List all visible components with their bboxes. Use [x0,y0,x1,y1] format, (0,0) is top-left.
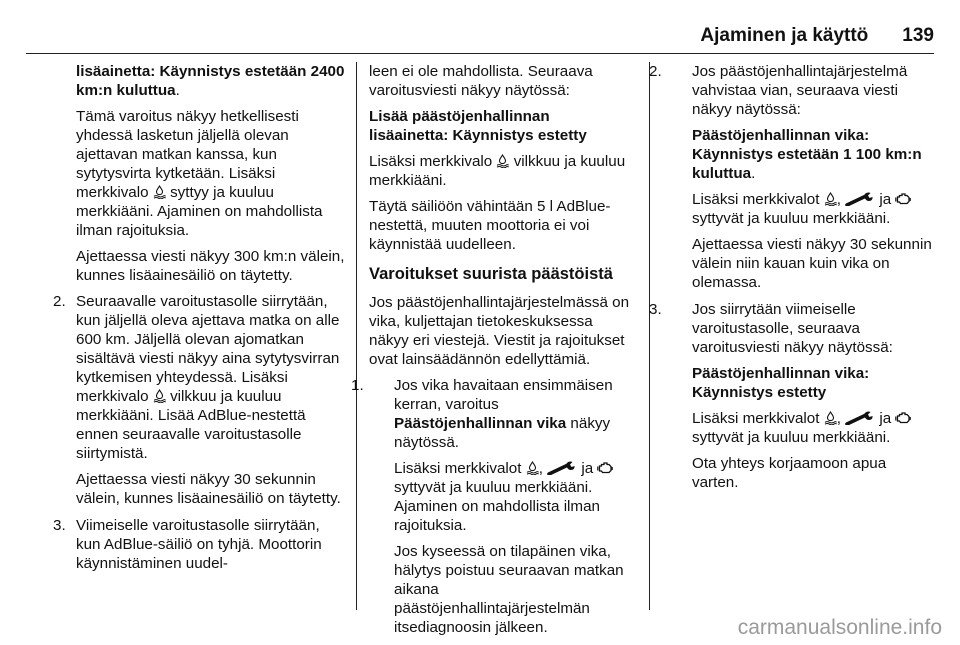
paragraph: leen ei ole mahdollista. Seuraava varoitusviesti näkyy näytössä: [369,63,593,99]
column-divider-1 [356,62,357,610]
paragraph: Jos vika havaitaan ensimmäisen kerran, varoitus Päästöjenhallinnan vika näkyy näytössä. [394,377,613,451]
intro-paragraph: lisäainetta: Käynnistys estetään 2400 km:n kuluttua. [76,63,345,99]
column-3 [649,62,932,500]
column-2 [351,62,633,645]
wrench-service-icon [845,411,875,425]
paragraph: Ajettaessa viesti näkyy 30 sekunnin välein, kunnes lisäainesäiliö on täytetty. [76,471,341,507]
adblue-warning-icon [824,192,837,206]
adblue-warning-icon [526,461,539,475]
item-number: 3. [53,517,66,534]
list-item [649,62,932,292]
page-header [700,25,934,47]
adblue-warning-icon [824,411,837,425]
list-item [53,516,345,573]
message-text: Lisää päästöjenhallinnan lisäainetta: Käynnistys estetty [369,108,587,144]
paragraph: Tämä varoitus näkyy hetkellisesti yhdessä lasketun jäljellä olevan ajettavan matkan kanssa, kun sytytysvirta kytketään. Lisäksi merkkivalo syttyy ja kuuluu merkkiääni. Ajaminen on mahdollista ilman rajoituksia. [76,108,323,239]
paragraph: Seuraavalle varoitustasolle siirrytään, kun jäljellä oleva ajettava matka on alle 600 km. Jäljellä olevan ajomatkan sisältävä viesti näkyy aina sytytysvirran kytkemisen yhteydessä. Lisäksi merkkivalo vilkkuu ja kuuluu merkkiääni. Lisää AdBlue-nestettä ennen seuraavalle varoitustasolle siirtymistä. [76,293,340,462]
message-text: lisäainetta: Käynnistys estetään 2400 km:n kuluttua [76,63,345,99]
item-number: 2. [649,63,662,80]
paragraph: Jos kyseessä on tilapäinen vika, hälytys poistuu seuraavan matkan aikana päästöjenhallintajärjestelmän itsediagnoosin jälkeen. [394,543,624,636]
paragraph: Jos siirrytään viimeiselle varoitustasolle, seuraava varoitusviesti näkyy näytössä: [692,301,893,356]
list-item [649,300,932,492]
watermark: carmanualsonline.info [737,616,942,639]
item-number: 1. [351,377,364,394]
list-item [351,376,633,637]
page-number: 139 [902,25,934,46]
section-heading: Varoitukset suurista päästöistä [369,265,613,283]
paragraph: Jos päästöjenhallintajärjestelmä vahvistaa vian, seuraava viesti näkyy näytössä: [692,63,908,118]
wrench-service-icon [845,192,875,206]
paragraph: Lisäksi merkkivalo vilkkuu ja kuuluu merkkiääni. [369,153,626,189]
column-divider-2 [649,62,650,610]
paragraph: Ajettaessa viesti näkyy 30 sekunnin välein niin kauan kuin vika on olemassa. [692,236,932,291]
message-text: Päästöjenhallinnan vika [394,415,567,432]
paragraph: Ota yhteys korjaamoon apua varten. [692,455,887,491]
engine-check-icon [895,411,911,425]
item-number: 2. [53,293,66,310]
paragraph: Lisäksi merkkivalot , ja syttyvät ja kuuluu merkkiääni. [692,190,932,228]
item-number: 3. [649,301,662,318]
message-text: Päästöjenhallinnan vika: Käynnistys estetään 1 100 km:n kuluttua [692,127,922,182]
engine-check-icon [895,192,911,206]
column-1 [53,62,345,581]
wrench-service-icon [547,461,577,475]
engine-check-icon [597,461,613,475]
adblue-warning-icon [153,389,166,403]
paragraph: Lisäksi merkkivalot , ja syttyvät ja kuuluu merkkiääni. [692,409,932,447]
paragraph: Päästöjenhallinnan vika: Käynnistys estetään 1 100 km:n kuluttua. [692,127,922,182]
list-item [53,292,345,508]
paragraph: Täytä säiliöön vähintään 5 l AdBlue-nestettä, muuten moottoria ei voi käynnistää uudelleen. [369,198,611,253]
chapter-title: Ajaminen ja käyttö [700,25,869,46]
paragraph: Ajettaessa viesti näkyy 300 km:n välein, kunnes lisäainesäiliö on täytetty. [76,248,345,284]
paragraph: Lisäksi merkkivalot , ja syttyvät ja kuuluu merkkiääni. Ajaminen on mahdollista ilman rajoituksia. [394,459,633,535]
message-text: Päästöjenhallinnan vika: Käynnistys estetty [692,365,870,401]
paragraph: Viimeiselle varoitustasolle siirrytään, kun AdBlue-säiliö on tyhjä. Moottorin käynnistäminen uudel- [76,517,322,572]
adblue-warning-icon [496,154,509,168]
paragraph: Jos päästöjenhallintajärjestelmässä on vika, kuljettajan tietokeskuksessa näkyy eri viestejä. Viestit ja rajoitukset ovat lainsäädännön edellyttämiä. [369,294,630,368]
header-divider [26,53,934,54]
adblue-warning-icon [153,185,166,199]
